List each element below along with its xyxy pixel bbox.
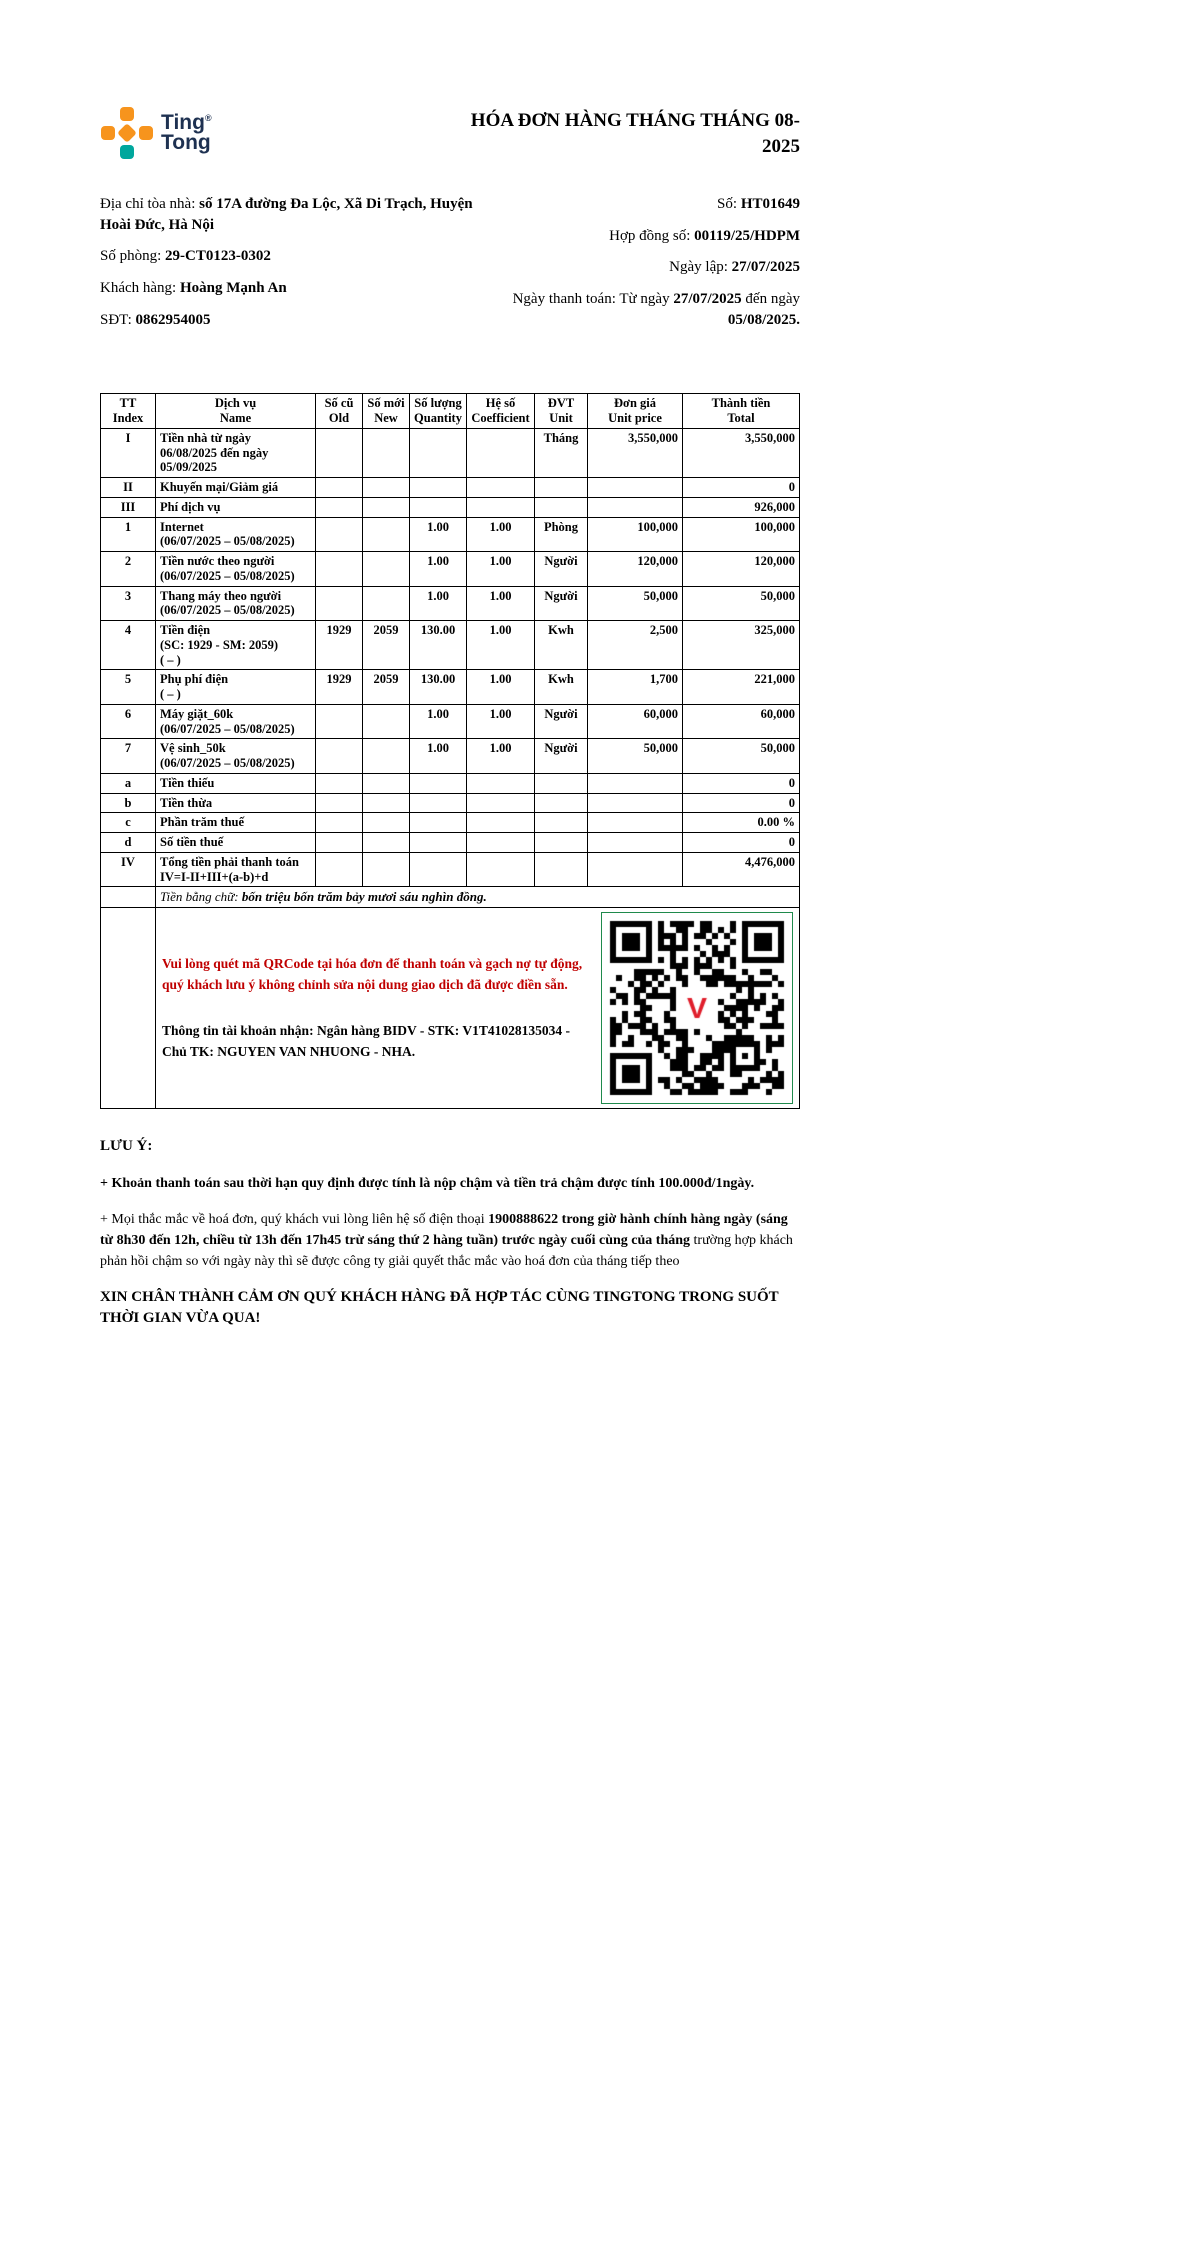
- row-total: 100,000: [683, 517, 800, 552]
- quantity: 130.00: [410, 621, 467, 670]
- account-segment: NGUYEN VAN NHUONG - NHA.: [217, 1044, 416, 1060]
- quantity: [410, 773, 467, 793]
- service-name: Tiền nước theo người (06/07/2025 – 05/08/2025): [156, 552, 316, 587]
- thank-you-note: XIN CHÂN THÀNH CẢM ƠN QUÝ KHÁCH HÀNG ĐÃ HỢP TÁC CÙNG TINGTONG TRONG SUỐT THỜI GIAN VỪA QUA!: [100, 1288, 779, 1327]
- late-payment-note: + Khoản thanh toán sau thời hạn quy định được tính là nộp chậm và tiền trả chậm được tính 100.000đ/1ngày.: [100, 1175, 755, 1191]
- table-row: [101, 586, 800, 621]
- new-reading: [363, 497, 410, 517]
- row-index: 1: [101, 517, 156, 552]
- unit-price: [588, 793, 683, 813]
- new-reading: [363, 793, 410, 813]
- table-row: [101, 704, 800, 739]
- payment-texts: [160, 954, 592, 1063]
- unit: Kwh: [535, 670, 588, 705]
- account-segment: - Chủ TK:: [162, 1022, 571, 1060]
- unit-price: 100,000: [588, 517, 683, 552]
- service-name: Khuyến mại/Giảm giá: [156, 478, 316, 498]
- info-segment: Số:: [717, 196, 741, 212]
- info-segment: SĐT:: [100, 311, 136, 328]
- info-segment: Ngày lập:: [669, 259, 732, 276]
- quantity: [410, 428, 467, 477]
- coefficient: 1.00: [467, 552, 535, 587]
- invoice-info: [100, 194, 800, 341]
- unit: [535, 773, 588, 793]
- invoice-table: [100, 393, 800, 1109]
- info-segment: Hợp đồng số:: [609, 227, 695, 244]
- unit: Người: [535, 739, 588, 774]
- service-name: Tổng tiền phải thanh toán IV=I-II+III+(a-b)+d: [156, 852, 316, 887]
- coefficient: 1.00: [467, 586, 535, 621]
- quantity: 1.00: [410, 552, 467, 587]
- row-index: 3: [101, 586, 156, 621]
- row-total: 0: [683, 478, 800, 498]
- info-segment: Ngày thanh toán: Từ ngày: [512, 291, 674, 308]
- unit: [535, 833, 588, 853]
- old-reading: 1929: [316, 670, 363, 705]
- old-reading: 1929: [316, 621, 363, 670]
- note-segment: + Mọi thắc mắc về hoá đơn, quý khách vui lòng liên hệ số điện thoại: [100, 1211, 489, 1227]
- quantity: 1.00: [410, 586, 467, 621]
- service-name: Tiền thiếu: [156, 773, 316, 793]
- column-header: TT Index: [101, 394, 156, 429]
- info-line: [485, 194, 800, 215]
- row-index: 2: [101, 552, 156, 587]
- row-index: 6: [101, 704, 156, 739]
- old-reading: [316, 813, 363, 833]
- note-segment: trường hợp khách phản hồi chậm so với ngày này thì sẽ được công ty giải quyết thắc mắc vào hoá đơn của tháng tiếp theo: [100, 1232, 793, 1269]
- note-segment: 1900888622 trong giờ hành chính hàng ngày (sáng từ 8h30 đến 12h, chiều từ 13h đến 17h45 trừ sáng thứ 2 hàng tuần): [100, 1211, 788, 1248]
- coefficient: [467, 833, 535, 853]
- qr-code-canvas: [602, 913, 792, 1103]
- old-reading: [316, 428, 363, 477]
- quantity: [410, 478, 467, 498]
- new-reading: [363, 428, 410, 477]
- unit-price: 2,500: [588, 621, 683, 670]
- old-reading: [316, 552, 363, 587]
- unit: Phòng: [535, 517, 588, 552]
- invoice-title: HÓA ĐƠN HÀNG THÁNG THÁNG 08-2025: [470, 110, 800, 157]
- footer-notes: [100, 1135, 800, 1330]
- unit-price: 1,700: [588, 670, 683, 705]
- row-total: 221,000: [683, 670, 800, 705]
- new-reading: [363, 852, 410, 887]
- unit-price: [588, 852, 683, 887]
- row-total: 4,476,000: [683, 852, 800, 887]
- info-right-column: [485, 194, 800, 341]
- unit-price: [588, 813, 683, 833]
- table-row: [101, 478, 800, 498]
- account-segment: V1T41028135034: [462, 1022, 563, 1038]
- table-row: [101, 813, 800, 833]
- tingtong-logo-text: [161, 113, 212, 153]
- coefficient: 1.00: [467, 704, 535, 739]
- row-index: III: [101, 497, 156, 517]
- column-header: Số mới New: [363, 394, 410, 429]
- column-header: ĐVT Unit: [535, 394, 588, 429]
- coefficient: [467, 478, 535, 498]
- old-reading: [316, 739, 363, 774]
- unit-price: 50,000: [588, 739, 683, 774]
- table-row: [101, 833, 800, 853]
- amount-in-words-value: bốn triệu bốn trăm bảy mươi sáu nghìn đồng.: [241, 889, 487, 905]
- old-reading: [316, 704, 363, 739]
- row-index: b: [101, 793, 156, 813]
- info-line: [100, 278, 475, 299]
- new-reading: 2059: [363, 670, 410, 705]
- invoice-content: [100, 0, 800, 1345]
- old-reading: [316, 478, 363, 498]
- row-total: 325,000: [683, 621, 800, 670]
- table-row: [101, 552, 800, 587]
- amount-in-words: [156, 887, 800, 908]
- unit: [535, 793, 588, 813]
- row-total: 0: [683, 773, 800, 793]
- qr-code: [601, 912, 793, 1104]
- qr-payment-row: [101, 908, 800, 1109]
- new-reading: 2059: [363, 621, 410, 670]
- row-index: a: [101, 773, 156, 793]
- table-row: [101, 621, 800, 670]
- logo-word-2: Tong: [161, 131, 211, 154]
- account-segment: Thông tin tài khoản nhận: Ngân hàng BIDV - STK:: [162, 1022, 463, 1038]
- table-row: [101, 773, 800, 793]
- row-index: d: [101, 833, 156, 853]
- service-name: Phí dịch vụ: [156, 497, 316, 517]
- unit: Tháng: [535, 428, 588, 477]
- note-segment: trước ngày cuối cùng của tháng: [501, 1232, 691, 1248]
- quantity: [410, 793, 467, 813]
- coefficient: [467, 497, 535, 517]
- old-reading: [316, 833, 363, 853]
- info-segment: Khách hàng:: [100, 280, 180, 297]
- unit: [535, 852, 588, 887]
- registered-mark: ®: [204, 113, 212, 124]
- coefficient: [467, 428, 535, 477]
- coefficient: [467, 813, 535, 833]
- unit: Kwh: [535, 621, 588, 670]
- unit-price: 50,000: [588, 586, 683, 621]
- quantity: [410, 833, 467, 853]
- amount-in-words-row: [101, 887, 800, 908]
- unit-price: 120,000: [588, 552, 683, 587]
- new-reading: [363, 586, 410, 621]
- info-segment: 29-CT0123-0302: [165, 248, 271, 265]
- row-index: 4: [101, 621, 156, 670]
- new-reading: [363, 739, 410, 774]
- service-name: Số tiền thuế: [156, 833, 316, 853]
- info-segment: đến ngày: [741, 291, 800, 308]
- amount-in-words-label: Tiền bằng chữ:: [160, 889, 242, 905]
- tingtong-logo-icon: [100, 106, 154, 160]
- info-segment: HT01649: [740, 196, 800, 212]
- info-left-column: [100, 194, 475, 341]
- old-reading: [316, 773, 363, 793]
- unit: Người: [535, 552, 588, 587]
- old-reading: [316, 586, 363, 621]
- column-header: Đơn giá Unit price: [588, 394, 683, 429]
- info-line: [485, 289, 800, 330]
- header: [100, 0, 800, 160]
- service-name: Vệ sinh_50k (06/07/2025 – 05/08/2025): [156, 739, 316, 774]
- coefficient: 1.00: [467, 517, 535, 552]
- unit: [535, 497, 588, 517]
- row-total: 3,550,000: [683, 428, 800, 477]
- old-reading: [316, 852, 363, 887]
- column-header: Số cũ Old: [316, 394, 363, 429]
- quantity: 130.00: [410, 670, 467, 705]
- unit: Người: [535, 704, 588, 739]
- new-reading: [363, 517, 410, 552]
- row-index: I: [101, 428, 156, 477]
- row-total: 0: [683, 793, 800, 813]
- row-total: 50,000: [683, 586, 800, 621]
- info-line: [100, 310, 475, 331]
- info-segment: Hoàng Mạnh An: [179, 280, 287, 297]
- row-total: 60,000: [683, 704, 800, 739]
- info-segment: số 17A đường Đa Lộc, Xã Di Trạch, Huyện Hoài Đức, Hà Nội: [100, 196, 473, 233]
- row-index: 7: [101, 739, 156, 774]
- old-reading: [316, 497, 363, 517]
- info-line: [100, 246, 475, 267]
- empty-index-cell: [101, 887, 156, 908]
- info-line: [485, 257, 800, 278]
- table-row: [101, 517, 800, 552]
- info-segment: 27/07/2025: [731, 259, 800, 276]
- service-name: Tiền nhà từ ngày 06/08/2025 đến ngày 05/09/2025: [156, 428, 316, 477]
- service-name: Thang máy theo người (06/07/2025 – 05/08/2025): [156, 586, 316, 621]
- unit: [535, 478, 588, 498]
- unit: Người: [535, 586, 588, 621]
- unit-price: [588, 833, 683, 853]
- column-header: Số lượng Quantity: [410, 394, 467, 429]
- logo-word-1: Ting: [161, 111, 205, 135]
- info-segment: Địa chỉ tòa nhà:: [100, 196, 200, 212]
- service-name: Internet (06/07/2025 – 05/08/2025): [156, 517, 316, 552]
- row-total: 0: [683, 833, 800, 853]
- old-reading: [316, 793, 363, 813]
- row-index: c: [101, 813, 156, 833]
- table-row: [101, 739, 800, 774]
- column-header: Thành tiền Total: [683, 394, 800, 429]
- row-index: II: [101, 478, 156, 498]
- quantity: 1.00: [410, 704, 467, 739]
- quantity: [410, 813, 467, 833]
- new-reading: [363, 552, 410, 587]
- info-segment: 27/07/2025: [673, 291, 742, 308]
- new-reading: [363, 773, 410, 793]
- row-total: 0.00 %: [683, 813, 800, 833]
- new-reading: [363, 704, 410, 739]
- coefficient: 1.00: [467, 670, 535, 705]
- info-line: [100, 194, 475, 235]
- service-name: Phụ phí điện ( – ): [156, 670, 316, 705]
- coefficient: 1.00: [467, 621, 535, 670]
- hotline-note: [100, 1209, 800, 1272]
- unit-price: [588, 497, 683, 517]
- service-name: Phần trăm thuế: [156, 813, 316, 833]
- info-segment: 00119/25/HDPM: [694, 227, 800, 244]
- new-reading: [363, 813, 410, 833]
- unit-price: 60,000: [588, 704, 683, 739]
- coefficient: [467, 793, 535, 813]
- row-index: 5: [101, 670, 156, 705]
- table-row: [101, 852, 800, 887]
- column-header: Dịch vụ Name: [156, 394, 316, 429]
- info-segment: 0862954005: [135, 311, 211, 328]
- old-reading: [316, 517, 363, 552]
- quantity: [410, 497, 467, 517]
- unit-price: 3,550,000: [588, 428, 683, 477]
- row-total: 50,000: [683, 739, 800, 774]
- service-name: Tiền điện (SC: 1929 - SM: 2059) ( – ): [156, 621, 316, 670]
- info-line: [485, 226, 800, 247]
- info-segment: Số phòng:: [100, 248, 166, 265]
- row-index: IV: [101, 852, 156, 887]
- payment-info-cell: [156, 908, 800, 1109]
- new-reading: [363, 833, 410, 853]
- table-row: [101, 428, 800, 477]
- new-reading: [363, 478, 410, 498]
- row-total: 926,000: [683, 497, 800, 517]
- empty-index-cell: [101, 908, 156, 1109]
- bank-account-info: [162, 1020, 592, 1063]
- unit-price: [588, 773, 683, 793]
- row-total: 120,000: [683, 552, 800, 587]
- quantity: [410, 852, 467, 887]
- coefficient: [467, 852, 535, 887]
- table-header-row: [101, 394, 800, 429]
- coefficient: 1.00: [467, 739, 535, 774]
- tingtong-logo: [100, 106, 212, 160]
- unit: [535, 813, 588, 833]
- service-name: Máy giặt_60k (06/07/2025 – 05/08/2025): [156, 704, 316, 739]
- table-row: [101, 793, 800, 813]
- table-row: [101, 670, 800, 705]
- info-segment: 05/08/2025.: [727, 311, 800, 328]
- table-row: [101, 497, 800, 517]
- service-name: Tiền thừa: [156, 793, 316, 813]
- coefficient: [467, 773, 535, 793]
- qr-payment-notice: Vui lòng quét mã QRCode tại hóa đơn để thanh toán và gạch nợ tự động, quý khách lưu ý không chỉnh sửa nội dung giao dịch đã được điền sẵn.: [162, 955, 583, 992]
- quantity: 1.00: [410, 739, 467, 774]
- unit-price: [588, 478, 683, 498]
- notes-heading: LƯU Ý:: [100, 1138, 153, 1155]
- column-header: Hệ số Coefficient: [467, 394, 535, 429]
- quantity: 1.00: [410, 517, 467, 552]
